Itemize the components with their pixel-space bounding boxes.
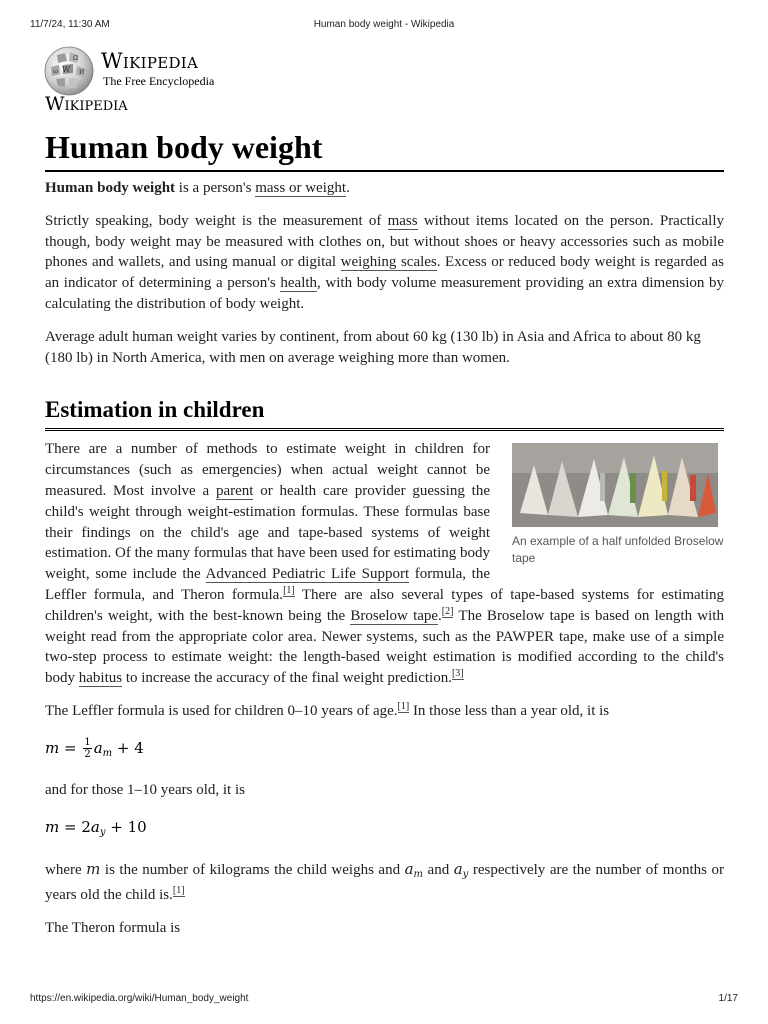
print-datetime: 11/7/24, 11:30 AM — [30, 19, 110, 30]
link-parent[interactable]: parent — [215, 482, 254, 499]
svg-text:ω: ω — [53, 68, 58, 75]
page-title: Human body weight — [45, 128, 724, 172]
svg-text:И: И — [79, 69, 85, 76]
formula-under-one: m = $\frac{1}{2}$ $a_m + 4$ — [45, 737, 144, 761]
paragraph-average: Average adult human weight varies by continent, from about 60 kg (130 lb) in Asia and Africa to about 80 kg (180 lb) in North America, with men on average weighing more than women. — [45, 328, 701, 366]
formula-one-to-ten: $m = 2a_y + 10$ — [45, 817, 147, 838]
bold-term: Human body weight — [45, 180, 176, 196]
link-health[interactable]: health — [280, 275, 318, 292]
reference-3[interactable]: [3] — [451, 668, 464, 680]
link-pals[interactable]: Advanced Pediatric Life Support — [205, 566, 410, 583]
paragraph-leffler: The Leffler formula is used for children 0–10 years of age.[1] In those less than a year old, it is — [45, 700, 610, 719]
section-heading-children: Estimation in children — [45, 396, 724, 431]
fraction: $\frac{1}{2}$ — [84, 737, 91, 761]
lead-paragraph: Human body weight is a person's mass or weight. — [45, 180, 350, 196]
link-mass-or-weight[interactable]: mass or weight — [255, 180, 347, 196]
weight-estimation-formulas: weight-estimation formulas — [187, 503, 355, 520]
reference-1[interactable]: [1] — [283, 584, 295, 596]
link-mass[interactable]: mass — [387, 212, 418, 229]
wordmark-secondary: Wikipedia — [45, 93, 128, 115]
figure-caption: An example of a half unfolded Broselow tape — [512, 534, 724, 566]
reference-1[interactable]: [1] — [172, 885, 185, 897]
reference-2[interactable]: [2] — [441, 605, 454, 617]
print-header — [30, 19, 738, 33]
svg-text:Ω: Ω — [73, 55, 78, 62]
link-weighing-scales[interactable]: weighing scales — [340, 254, 437, 271]
wordmark: Wikipedia — [101, 49, 199, 73]
paragraph-variables: where m is the number of kilograms the child weighs and $a_m$ and $a_y$ respectively are the number of months or years old the child is.[1] — [45, 859, 724, 904]
print-page-number: 1/17 — [718, 993, 738, 1004]
tagline: The Free Encyclopedia — [103, 74, 215, 88]
paragraph-methods: There are a number of methods to estimate weight in children for circumstances (such as emergencies) when actual weight cannot be measured. Most involve a parent or health care provider guessing the child's weight through weight-estimation formulas. These formulas base their findings on the child's age and tape-based systems of weight estimation. Of the many formulas that have been used for estimating body weight, some include the Advanced Pediatric Life Support formula, the Leffler formula, and Theron formula.[1] There are also several types of tape-based systems for estimating children's weight, with the best-known being the Broselow tape.[2] The Broselow tape is based on length with weight read from the appropriate color area. Newer systems, such as the PAWPER tape, make use of a simple two-step process to estimate weight: the length-based weight estimation is modified according to the child's body habitus to increase the accuracy of the final weight prediction.[3] — [45, 441, 724, 687]
article-content — [45, 128, 724, 951]
print-url: https://en.wikipedia.org/wiki/Human_body_weight — [30, 993, 249, 1004]
link-habitus[interactable]: habitus — [78, 670, 123, 687]
wikipedia-globe-icon — [43, 45, 95, 97]
print-page-title: Human body weight - Wikipedia — [313, 19, 455, 30]
svg-text:W: W — [62, 65, 71, 74]
wikipedia-logo[interactable] — [43, 45, 243, 115]
print-footer — [30, 993, 738, 1007]
paragraph-theron: The Theron formula is — [45, 920, 181, 937]
figure-broselow — [512, 443, 724, 567]
reference-1[interactable]: [1] — [397, 700, 410, 712]
broselow-tape-image[interactable] — [512, 443, 718, 527]
link-broselow-tape[interactable]: Broselow tape — [350, 607, 439, 624]
paragraph-one-to-ten: and for those 1–10 years old, it is — [45, 781, 245, 798]
paragraph-definition: Strictly speaking, body weight is the measurement of mass without items located on the person. Practically though, body weight may be measured with clothes on, but without shoes or heavy accessories such as mobile phones and wallets, and using manual or digital weighing scales. Excess or reduced body weight is regarded as an indicator of determining a person's health, with body volume measurement providing an extra dimension by calculating the distribution of body weight. — [45, 212, 725, 312]
